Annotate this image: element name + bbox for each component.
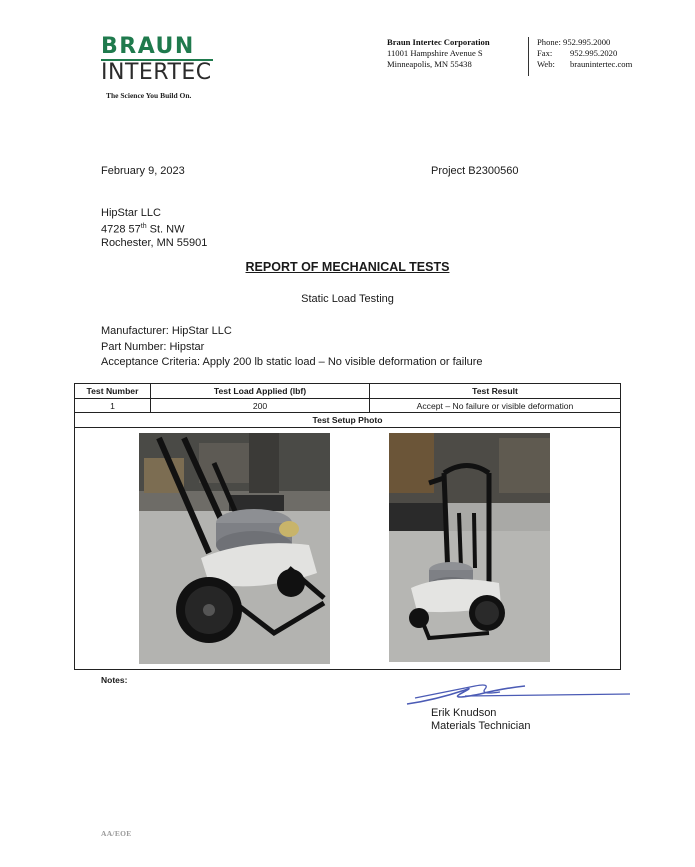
phone-number: 952.995.2000 <box>563 37 611 47</box>
acceptance-criteria-line: Acceptance Criteria: Apply 200 lb static load – No visible deformation or failure <box>101 356 483 368</box>
street-name: St. NW <box>146 223 185 236</box>
fax-label: Fax: <box>537 48 553 58</box>
signature-image <box>405 680 635 710</box>
header-test-load: Test Load Applied (lbf) <box>151 384 370 398</box>
letterhead-address <box>387 37 490 70</box>
street-ordinal: th <box>140 223 147 230</box>
report-date: February 9, 2023 <box>101 165 185 177</box>
web-address: braunintertec.com <box>570 59 633 69</box>
notes-label: Notes: <box>101 675 128 685</box>
signer-title: Materials Technician <box>431 720 531 732</box>
table-row <box>75 399 620 413</box>
logo-tagline: The Science You Build On. <box>106 91 192 100</box>
header-test-result: Test Result <box>472 386 518 396</box>
header-test-number: Test Number <box>75 384 151 398</box>
test-setup-photo-2 <box>389 433 550 662</box>
web-label: Web: <box>537 59 555 69</box>
footer-code: AA/EOE <box>101 829 132 838</box>
phone-label: Phone: <box>537 37 561 47</box>
letterhead-divider <box>528 37 529 76</box>
cell-test-result: Accept – No failure or visible deformation <box>416 400 574 411</box>
logo-braun-text: BRAUN <box>101 34 195 59</box>
recipient-block <box>101 207 207 250</box>
cell-test-load: 200 <box>151 399 370 412</box>
project-number: Project B2300560 <box>431 165 519 177</box>
manufacturer-line: Manufacturer: HipStar LLC <box>101 325 232 337</box>
logo-intertec-text: INTERTEC <box>101 60 212 85</box>
part-number-line: Part Number: Hipstar <box>101 340 205 353</box>
signer-name: Erik Knudson <box>431 707 497 719</box>
photo-header: Test Setup Photo <box>312 415 383 425</box>
recipient-city: Rochester, MN 55901 <box>101 236 208 249</box>
company-address-line2: Minneapolis, MN 55438 <box>387 59 472 69</box>
table-header-row <box>75 384 620 399</box>
report-subtitle: Static Load Testing <box>301 293 394 305</box>
cell-test-number: 1 <box>75 399 151 412</box>
company-address-line1: 11001 Hampshire Avenue S <box>387 48 483 58</box>
street-number: 4728 57 <box>101 223 141 236</box>
test-setup-photo-1 <box>139 433 330 664</box>
recipient-name: HipStar LLC <box>101 207 161 219</box>
test-details <box>101 324 483 371</box>
report-title: REPORT OF MECHANICAL TESTS <box>245 260 450 274</box>
letterhead-contact <box>537 37 632 70</box>
fax-number: 952.995.2020 <box>570 48 618 58</box>
company-name: Braun Intertec Corporation <box>387 37 490 47</box>
results-table <box>74 383 621 670</box>
recipient-street <box>101 220 207 237</box>
photo-header-row <box>75 413 620 428</box>
